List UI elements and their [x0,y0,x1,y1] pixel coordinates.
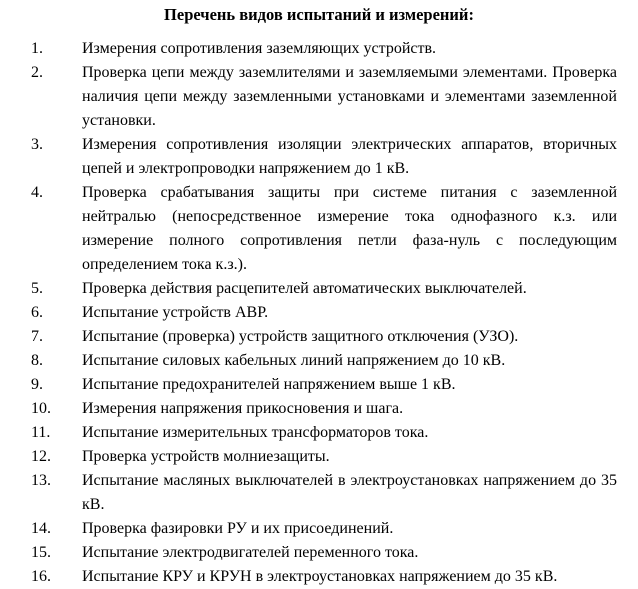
item-text: Испытание устройств АВР. [82,304,269,321]
item-text: Проверка срабатывания защиты при системе питания с заземленной нейтралью (непосредственное измерение тока однофазного к.з. или измерение полного сопротивления петли фаза-нуль с последующим определением тока к.з.). [82,184,617,273]
item-number: 8. [31,352,43,369]
item-text: Проверка фазировки РУ и их присоединений. [82,520,394,537]
item-number: 6. [31,304,43,321]
item-text: Измерения напряжения прикосновения и шага. [82,400,404,417]
list-item [0,277,638,301]
list-item [0,133,638,181]
item-number: 12. [31,448,51,465]
list-item [0,301,638,325]
item-text: Испытание масляных выключателей в электроустановках напряжением до 35 кВ. [82,472,617,513]
list-item [0,421,638,445]
list-item [0,61,638,133]
list-item [0,325,638,349]
item-number: 9. [31,376,43,393]
item-number: 4. [31,184,43,201]
item-text: Испытание предохранителей напряжением выше 1 кВ. [82,376,456,393]
item-text: Измерения сопротивления изоляции электрических аппаратов, вторичных цепей и электропроводки напряжением до 1 кВ. [82,136,617,177]
item-number: 13. [31,472,51,489]
item-text: Испытание измерительных трансформаторов тока. [82,424,429,441]
list-item [0,445,638,469]
item-text: Испытание КРУ и КРУН в электроустановках напряжением до 35 кВ. [82,568,558,585]
list-item [0,37,638,61]
list-item [0,373,638,397]
item-text: Испытание электродвигателей переменного тока. [82,544,419,561]
item-text: Проверка устройств молниезащиты. [82,448,330,465]
item-text: Измерения сопротивления заземляющих устройств. [82,40,437,57]
item-text: Испытание (проверка) устройств защитного отключения (УЗО). [82,328,519,345]
item-number: 15. [31,544,51,561]
test-types-list [0,37,638,589]
item-number: 1. [31,40,43,57]
item-number: 7. [31,328,43,345]
item-number: 16. [31,568,51,585]
item-number: 5. [31,280,43,297]
list-item [0,349,638,373]
list-item [0,565,638,589]
item-text: Проверка цепи между заземлителями и заземляемыми элементами. Проверка наличия цепи между заземленными установками и элементами заземленной установки. [82,64,617,129]
list-item [0,517,638,541]
item-number: 11. [31,424,51,441]
list-item [0,397,638,421]
item-text: Испытание силовых кабельных линий напряжением до 10 кВ. [82,352,506,369]
item-number: 3. [31,136,43,153]
list-item [0,541,638,565]
document-title: Перечень видов испытаний и измерений: [164,5,474,24]
item-number: 10. [31,400,51,417]
item-number: 14. [31,520,51,537]
list-item [0,469,638,517]
list-item [0,181,638,277]
item-text: Проверка действия расцепителей автоматических выключателей. [82,280,527,297]
item-number: 2. [31,64,43,81]
